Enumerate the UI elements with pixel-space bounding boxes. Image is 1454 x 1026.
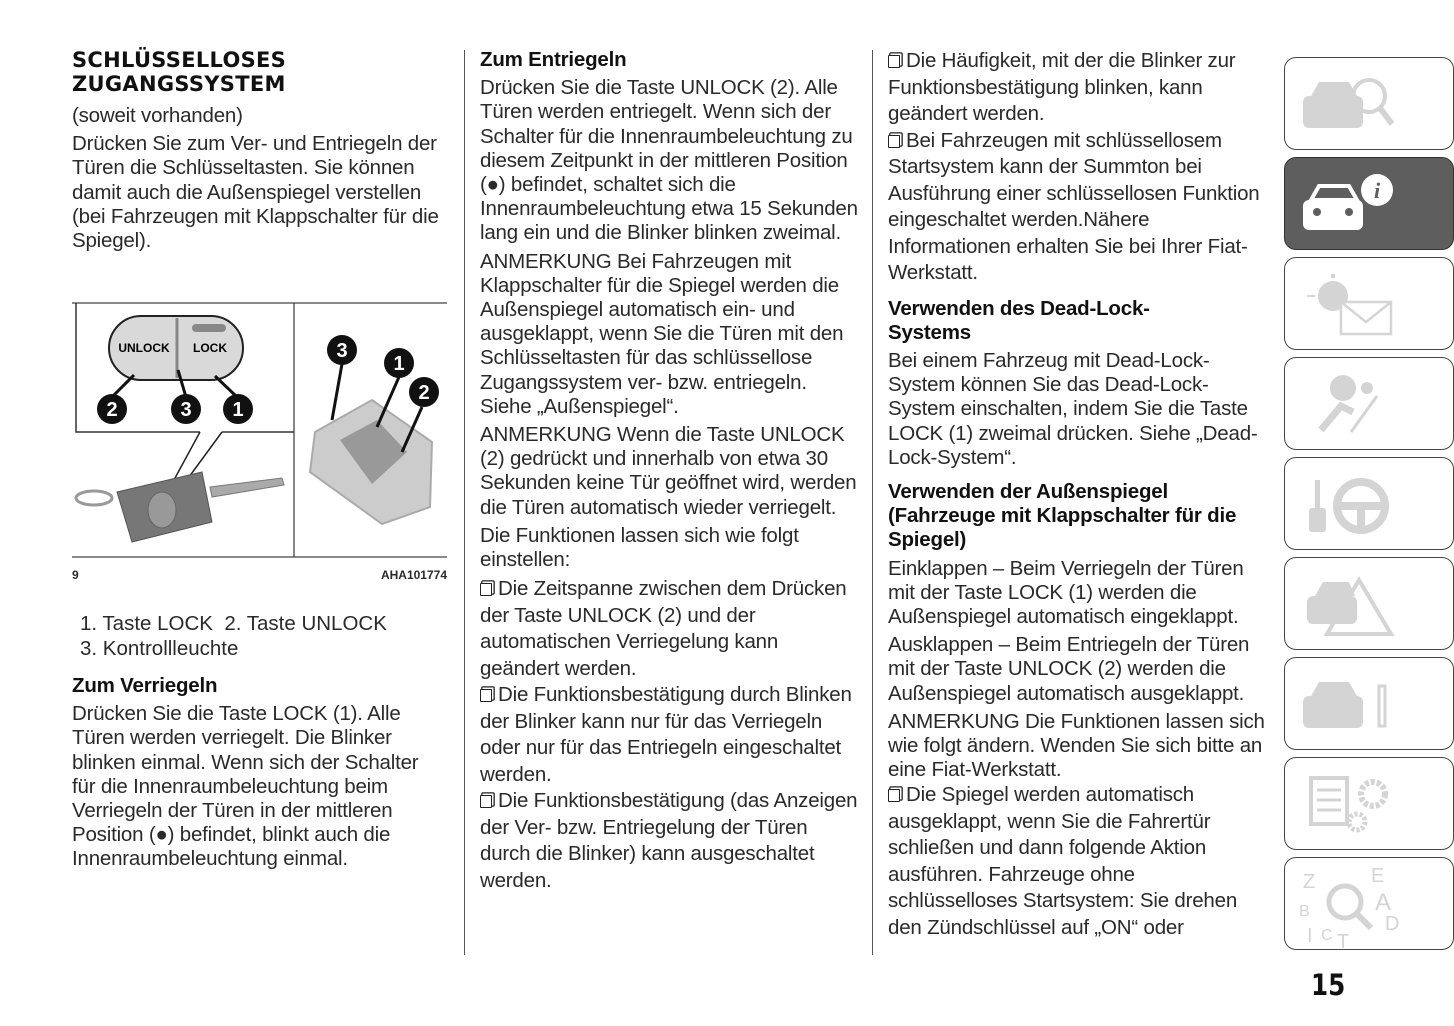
note-text: ANMERKUNG Die Funktionen lassen sich wie folgt ändern. Wenden Sie sich bitte an eine Fiat-Werkstatt. xyxy=(888,709,1265,782)
svg-text:D: D xyxy=(1385,913,1400,935)
alphabet-search-icon xyxy=(1297,865,1400,953)
tab-car-info[interactable] xyxy=(1284,157,1454,250)
figure-legend xyxy=(80,612,450,661)
tab-maintenance[interactable] xyxy=(1284,657,1454,750)
lock-section xyxy=(72,674,447,876)
lock-heading: Zum Verriegeln xyxy=(72,674,218,697)
svg-text:1: 1 xyxy=(232,399,244,421)
car-warning-triangle-icon xyxy=(1297,566,1397,642)
tab-technical-data[interactable] xyxy=(1284,757,1454,850)
deadlock-text: Bei einem Fahrzeug mit Dead-Lock-System können Sie das Dead-Lock-System einschalten, indem Sie die Taste LOCK (1) zweimal drücken. Siehe „Dead-Lock-System“. xyxy=(888,348,1258,469)
bullet-item: Die Häufigkeit, mit der die Blinker zur Funktionsbestätigung blinken, kann geändert werden. xyxy=(888,49,1236,125)
column-divider xyxy=(872,50,873,955)
callout-1 xyxy=(384,348,414,378)
legend-line: 1. Taste LOCK 2. Taste UNLOCK xyxy=(80,612,387,635)
svg-text:3: 3 xyxy=(180,399,192,421)
fold-out-text: Ausklappen – Beim Entriegeln der Türen mit der Taste UNLOCK (2) werden die Außenspiegel automatisch ausgeklappt. xyxy=(888,633,1250,705)
column-3 xyxy=(888,48,1266,941)
callout-2 xyxy=(97,394,127,424)
svg-text:2: 2 xyxy=(418,382,430,404)
callout-3 xyxy=(171,394,201,424)
figure-number: 9 xyxy=(72,568,79,582)
key-steering-wheel-icon xyxy=(1297,466,1397,542)
figure-key-fob xyxy=(72,302,447,582)
svg-text:2: 2 xyxy=(106,399,118,421)
settings-intro: Die Funktionen lassen sich wie folgt einstellen: xyxy=(480,523,799,572)
legend-line: 3. Kontrollleuchte xyxy=(80,636,239,660)
tab-emergency[interactable] xyxy=(1284,557,1454,650)
tab-warning-lights[interactable] xyxy=(1284,257,1454,350)
bullet-item: Die Funktionsbestätigung (das Anzeigen der Ver- bzw. Entriegelung der Türen durch die Blinker) kann ausgeschaltet werden. xyxy=(480,789,858,892)
availability-note: (soweit vorhanden) xyxy=(72,104,243,127)
column-2 xyxy=(480,48,860,894)
list-gear-icon xyxy=(1297,766,1397,842)
svg-text:C: C xyxy=(1321,927,1333,944)
bullet-item: Die Funktionsbestätigung durch Blinken der Blinker kann nur für das Verriegeln oder nur für das Entriegeln eingeschaltet werden. xyxy=(480,683,852,786)
tab-safety[interactable] xyxy=(1284,357,1454,450)
tab-car-search[interactable] xyxy=(1284,57,1454,150)
checkbox-bullet-icon xyxy=(480,795,492,808)
car-info-icon xyxy=(1297,166,1397,242)
warning-light-mail-icon xyxy=(1297,266,1397,342)
lock-text: Drücken Sie die Taste LOCK (1). Alle Türen werden verriegelt. Die Blinker blinken einmal. Wenn sich der Schalter für die Innenraumbeleuchtung beim Verriegeln der Türen in der mittleren Position (●) befindet, blinkt auch die Innenraumbeleuchtung einmal. xyxy=(72,702,419,871)
svg-text:1: 1 xyxy=(393,353,405,375)
note-text: ANMERKUNG Wenn die Taste UNLOCK (2) gedrückt und innerhalb von etwa 30 Sekunden keine Tür geöffnet wird, werden die Türen automatisch wieder verriegelt. xyxy=(480,423,857,519)
car-wrench-icon xyxy=(1297,666,1397,742)
bullet-item: Die Zeitspanne zwischen dem Drücken der Taste UNLOCK (2) und der automatischen Verriegelung kann geändert werden. xyxy=(480,577,847,680)
tab-starting-driving[interactable] xyxy=(1284,457,1454,550)
column-divider xyxy=(464,50,465,955)
svg-text:I: I xyxy=(1307,925,1313,947)
column-1 xyxy=(72,48,447,257)
checkbox-bullet-icon xyxy=(480,689,492,702)
callout-3 xyxy=(327,335,357,365)
bullet-item: Bei Fahrzeugen mit schlüssellosem Startsystem kann der Summton bei Ausführung einer schlüssellosen Funktion eingeschaltet werden.Nähere Informationen erhalten Sie bei Ihrer Fiat-Werkstatt. xyxy=(888,128,1260,284)
car-search-icon xyxy=(1297,66,1397,142)
checkbox-bullet-icon xyxy=(888,135,900,148)
checkbox-bullet-icon xyxy=(888,789,900,802)
checkbox-bullet-icon xyxy=(480,583,492,596)
bullet-item: Die Spiegel werden automatisch ausgeklappt, wenn Sie die Fahrertür schließen und dann folgende Aktion ausführen. Fahrzeuge ohne schlüsselloses Startsystem: Sie drehen den Zündschlüssel auf „ON“ oder xyxy=(888,783,1238,939)
unlock-heading: Zum Entriegeln xyxy=(480,48,627,71)
checkbox-bullet-icon xyxy=(888,55,900,68)
section-title: SCHLÜSSELLOSES ZUGANGSSYSTEM xyxy=(72,48,287,96)
unlock-text: Drücken Sie die Taste UNLOCK (2). Alle Türen werden entriegelt. Wenn sich der Schalter für die Innenraumbeleuchtung zu diesem Zeitpunkt in der mittleren Position (●) befindet, schaltet sich die Innenraumbeleuchtung etwa 15 Sekunden lang ein und die Blinker blinken zweimal. xyxy=(480,76,858,245)
svg-text:Z: Z xyxy=(1303,871,1316,893)
svg-text:T: T xyxy=(1337,931,1350,953)
callout-1 xyxy=(223,394,253,424)
mirror-heading: Verwenden der Außenspiegel (Fahrzeuge mit Klappschalter für die Spiegel) xyxy=(888,479,1237,552)
deadlock-heading: Verwenden des Dead-Lock-Systems xyxy=(888,296,1150,344)
lock-label: LOCK xyxy=(193,341,227,355)
note-text: ANMERKUNG Bei Fahrzeugen mit Klappschalter für die Spiegel werden die Außenspiegel automatisch ein- und ausgeklappt, wenn Sie die Türen mit den Schlüsseltasten für das schlüssellose Zugangssystem ver- bzw. entriegeln. Siehe „Außenspiegel“. xyxy=(480,249,844,418)
airbag-seat-icon xyxy=(1297,366,1397,442)
tab-index[interactable] xyxy=(1284,857,1454,953)
svg-text:E: E xyxy=(1371,865,1385,887)
page-number: 15 xyxy=(1311,968,1346,1002)
key-fob-illustration xyxy=(72,302,447,562)
svg-text:3: 3 xyxy=(336,340,348,362)
intro-text: Drücken Sie zum Ver- und Entriegeln der Türen die Schlüsseltasten. Sie können damit auch die Außenspiegel verstellen (bei Fahrzeugen mit Klappschalter für die Spiegel). xyxy=(72,132,439,253)
svg-text:B: B xyxy=(1299,903,1310,920)
unlock-label: UNLOCK xyxy=(118,341,170,355)
callout-2 xyxy=(409,377,439,407)
fold-in-text: Einklappen – Beim Verriegeln der Türen mit der Taste LOCK (1) werden die Außenspiegel automatisch eingeklappt. xyxy=(888,556,1244,628)
svg-text:i: i xyxy=(1373,178,1381,203)
figure-code: AHA101774 xyxy=(380,568,447,582)
svg-text:A: A xyxy=(1375,889,1392,916)
